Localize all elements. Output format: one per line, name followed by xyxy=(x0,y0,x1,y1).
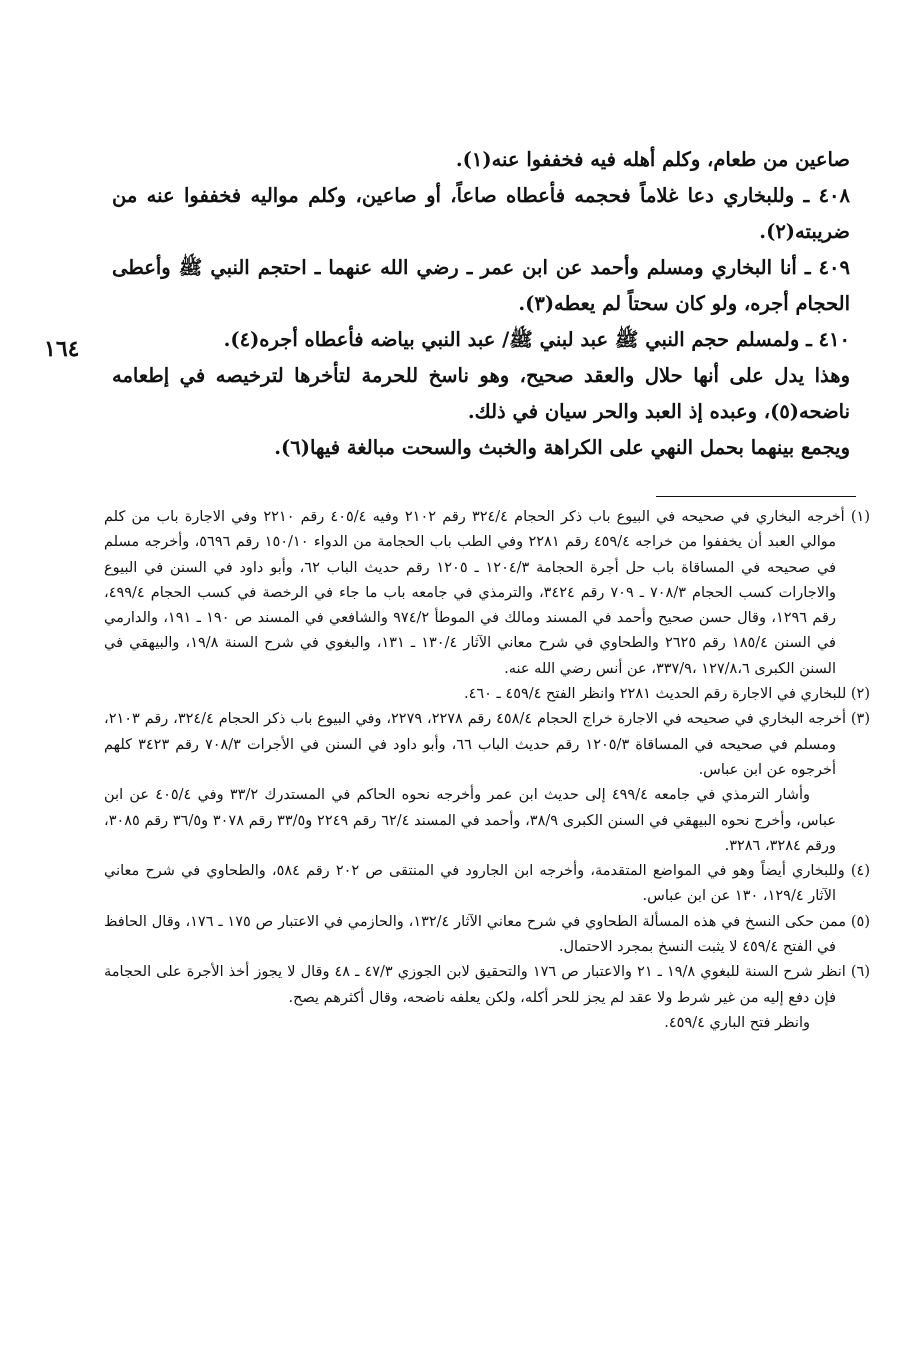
footnote-divider xyxy=(656,496,856,497)
footnote-5: (٥) ممن حكى النسخ في هذه المسألة الطحاوي في شرح معاني الآثار ١٣٢/٤، والحازمي في الاعتبار ص ١٧٥ ـ ١٧٦، وقال الحافظ في الفتح ٤٥٩/٤ لا يثبت النسخ بمجرد الاحتمال. xyxy=(104,913,870,956)
footnote-3-continuation: وأشار الترمذي في جامعه ٤٩٩/٤ إلى حديث ابن عمر وأخرجه نحوه الحاكم في المستدرك ٣٣/٢ وفي ٤٠٥/٤ عن ابن عباس، وأخرج نحوه البيهقي في السنن الكبرى ٣٨/٩، وأحمد في المسند ٦٢/٤ رقم ٢٢٤٩ و٣٣/٥ رقم ٣٠٧٨ و٣٦/٥ رقم ٣٠٨٥، ورقم ٣٢٨٤، ٣٢٨٦. xyxy=(104,787,837,854)
footnotes-block xyxy=(104,505,870,1036)
footnote-1: (١) أخرجه البخاري في صحيحه في البيوع باب ذكر الحجام ٣٢٤/٤ رقم ٢١٠٢ وفيه ٤٠٥/٤ رقم ٢٢١٠ وفي الاجارة باب من كلم موالي العبد أن يخففوا من خراجه ٤٥٩/٤ رقم ٢٢٨١ وفي الطب باب الحجامة من الدواء ١٥٠/١٠ رقم ٥٦٩٦، وأخرجه مسلم في صحيحه في المساقاة باب حل أجرة الحجامة ١٢٠٤/٣ ـ ١٢٠٥ رقم حديث الباب ٦٢، وأبو داود في السنن في البيوع والاجارات كسب الحجام ٧٠٨/٣ ـ ٧٠٩ رقم ٣٤٢٤، والترمذي في جامعه باب ما جاء في الرخصة في كسب الحجام ٤٩٩/٤، رقم ١٢٩٦، وقال حسن صحيح وأحمد في المسند ومالك في الموطأ ٩٧٤/٢ والشافعي في المسند ص ١٩٠ ـ ١٩١، والدارمي في السنن ١٨٥/٤ رقم ٢٦٢٥ والطحاوي في شرح معاني الآثار ١٣٠/٤ ـ ١٣١، والبغوي في شرح السنة ١٩/٨، والبيهقي في السنن الكبرى ١٢٧/٨،٦ ،٣٣٧/٩، عن أنس رضي الله عنه. xyxy=(104,509,870,677)
main-text-block xyxy=(112,142,850,466)
footnote-6-continuation: وانظر فتح الباري ٤٥٩/٤. xyxy=(664,1014,810,1031)
footnote-3: (٣) أخرجه البخاري في صحيحه في الاجارة خراج الحجام ٤٥٨/٤ رقم ٢٢٧٨، ٢٢٧٩، وفي البيوع باب ذكر الحجام ٣٢٤/٤، رقم ٢١٠٣، ومسلم في صحيحه في المساقاة ١٢٠٥/٣ رقم حديث الباب ٦٦، وأبو داود في السنن في الأجرات ٧٠٨/٣ رقم ٣٤٢٣ كلهم أخرجوه عن ابن عباس. xyxy=(104,711,870,778)
reconciliation-paragraph: ويجمع بينهما بحمل النهي على الكراهة والخبث والسحت مبالغة فيها(٦). xyxy=(274,436,850,459)
hadith-410: ٤١٠ ـ ولمسلم حجم النبي ﷺ عبد لبني ﷺ/ عبد النبي بياضه فأعطاه أجره(٤). xyxy=(223,328,850,351)
footnote-6: (٦) انظر شرح السنة للبغوي ١٩/٨ ـ ٢١ والاعتبار ص ١٧٦ والتحقيق لابن الجوزي ٤٧/٣ ـ ٤٨ وقال لا يجوز أخذ الأجرة على الحجامة فإن دفع إليه من غير شرط ولا عقد لم يجز للحر أكله، ولكن يعلفه ناضحه، وقال أكثرهم يصح. xyxy=(104,964,870,1006)
commentary-paragraph: وهذا يدل على أنها حلال والعقد صحيح، وهو ناسخ للحرمة لتأخرها لترخيصه في إطعامه ناضحه(٥)، وعبده إذ العبد والحر سيان في ذلك. xyxy=(112,364,850,423)
hadith-408: ٤٠٨ ـ وللبخاري دعا غلاماً فحجمه فأعطاه صاعاً، أو صاعين، وكلم مواليه فخففوا عنه من ضريبته(٢). xyxy=(112,184,850,243)
page-number: ١٦٤ xyxy=(44,336,80,362)
paragraph-continuation: صاعين من طعام، وكلم أهله فيه فخففوا عنه(١). xyxy=(455,148,850,171)
footnote-4: (٤) وللبخاري أيضاً وهو في المواضع المتقدمة، وأخرجه ابن الجارود في المنتقى ص ٢٠٢ رقم ٥٨٤، والطحاوي في شرح معاني الآثار ١٢٩/٤، ١٣٠ عن ابن عباس. xyxy=(104,863,871,905)
footnote-2: (٢) للبخاري في الاجارة رقم الحديث ٢٢٨١ وانظر الفتح ٤٥٩/٤ ـ ٤٦٠. xyxy=(463,686,870,703)
hadith-409: ٤٠٩ ـ أنا البخاري ومسلم وأحمد عن ابن عمر ـ رضي الله عنهما ـ احتجم النبي ﷺ وأعطى الحجام أجره، ولو كان سحتاً لم يعطه(٣). xyxy=(112,256,850,315)
